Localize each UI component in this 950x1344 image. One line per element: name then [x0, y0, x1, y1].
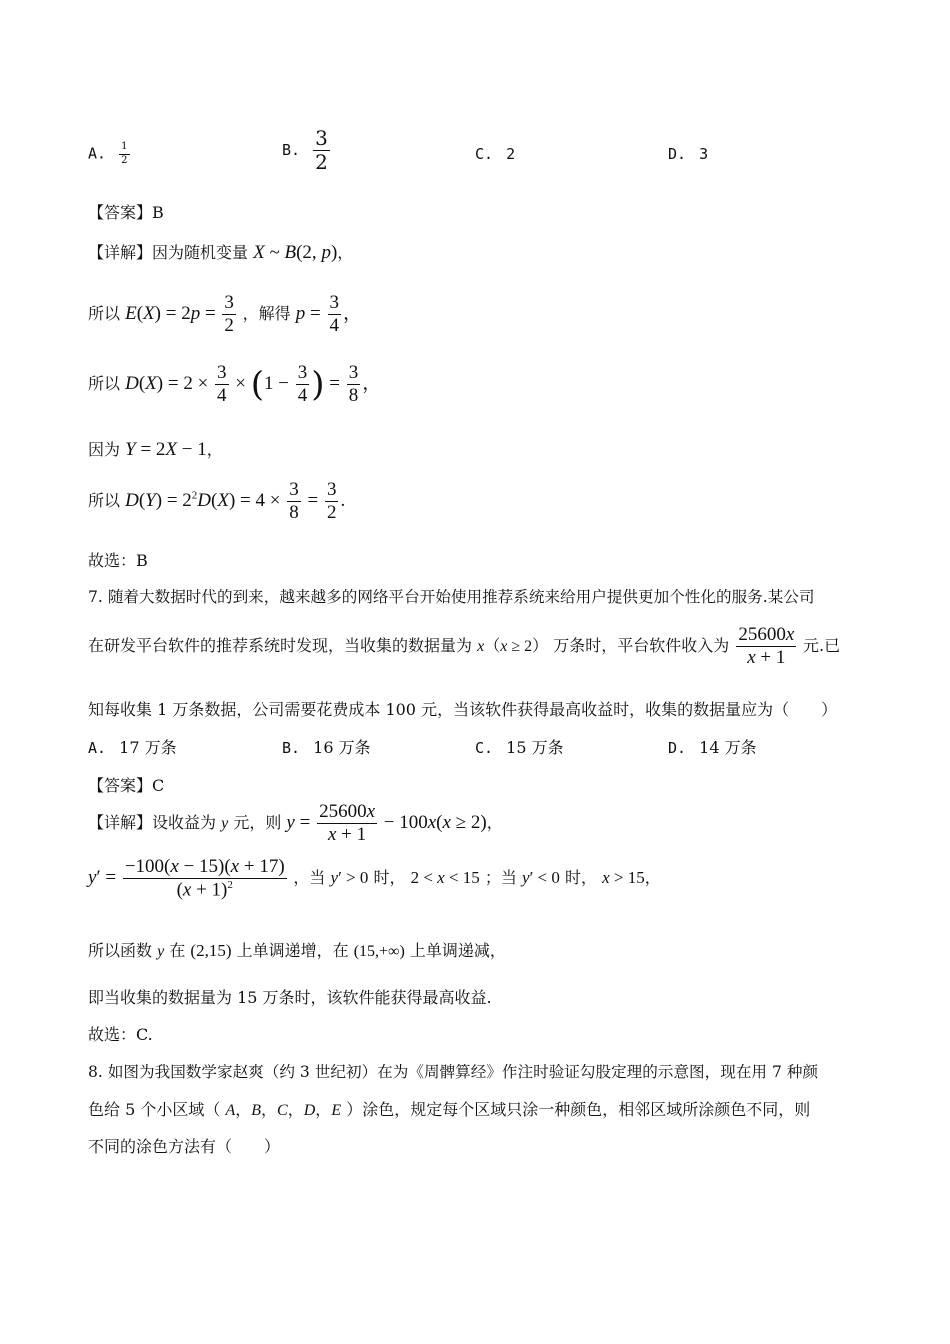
q6-option-d	[668, 144, 708, 163]
option-label: C.	[475, 145, 494, 163]
q6-option-c	[475, 144, 515, 163]
math-expression: y	[157, 943, 165, 960]
math-expression: y	[221, 814, 229, 832]
q6-expectation-line: 所以 E(X) = 2p = $\frac{3}{2}$ ，解得 p = $\frac{3}{4}$ ，	[88, 292, 363, 336]
q7-detail-line: 【详解】设收益为 y 元，则 y = $\frac{25600x}{x + 1}$ − 100x(x ≥ 2)，	[88, 801, 503, 845]
q6-dy-line: 所以 $D(Y) = 2^2D(X) = 4$ × $\frac{3}{8}$ = $\frac{3}{2}$ .	[88, 479, 346, 523]
math-expression: (15,+∞)	[353, 943, 405, 960]
q6-detail-line: 【详解】因为随机变量 X ~ B(2, p)，	[88, 242, 354, 263]
q7-stem-line3: 知每收集 1 万条数据，公司需要花费成本 100 元，当该软件获得最高收益时，收集的数据量应为（ ）	[88, 700, 838, 719]
q6-answer: 【答案】B	[88, 203, 164, 222]
q6-option-a	[88, 142, 132, 166]
math-expression: x > 15	[602, 867, 645, 887]
math-expression: $\frac{25600x}{x + 1}$	[738, 624, 795, 668]
fraction: $\frac{3}{2}$	[315, 126, 328, 174]
option-value: 2	[506, 145, 516, 163]
math-expression: $D(Y) = 2^2D(X) = 4$ × $\frac{3}{8}$ = $\frac{3}{2}$ .	[125, 479, 346, 523]
q7-option-d: D. 14 万条	[668, 738, 757, 757]
q7-option-c: C. 15 万条	[475, 738, 564, 757]
math-expression: p = $\frac{3}{4}$ ，	[295, 292, 363, 336]
option-label: B.	[282, 141, 301, 159]
q6-y-definition: 因为 Y = 2X − 1，	[88, 439, 223, 460]
q7-option-a: A. 17 万条	[88, 738, 177, 757]
math-expression: y′ > 0	[330, 867, 369, 887]
q7-summary: 即当收集的数据量为 15 万条时，该软件能获得最高收益.	[88, 988, 492, 1007]
math-expression: x（x ≥ 2）	[477, 637, 549, 655]
option-value: 3	[699, 145, 709, 163]
q7-option-b: B. 16 万条	[282, 738, 371, 757]
math-expression: X ~ B(2, p)	[253, 242, 338, 263]
math-expression: 2 < x < 15	[410, 867, 480, 887]
q8-stem-line2: 色给 5 个小区域（ A，B，C，D，E ）涂色，规定每个区域只涂一种颜色，相邻区域所涂颜色不同，则	[88, 1100, 811, 1119]
math-expression: E(X) = 2p = $\frac{3}{2}$	[125, 292, 234, 336]
q7-stem-line2: 在研发平台软件的推荐系统时发现，当收集的数据量为 x（x ≥ 2） 万条时，平台软件收入为 $\frac{25600x}{x + 1}$ 元.已	[88, 624, 841, 668]
q7-conclusion: 故选：C.	[88, 1025, 153, 1044]
math-expression: (2,15)	[190, 941, 232, 960]
math-expression: y = $\frac{25600x}{x + 1}$ − 100x(x ≥ 2)	[286, 801, 487, 845]
q6-variance-line: 所以 D(X) = 2 × $\frac{3}{4}$ × (1 − $\frac{3}{4}$ ) = $\frac{3}{8}$ ，	[88, 362, 382, 406]
q8-stem-line1: 8. 如图为我国数学家赵爽（约 3 世纪初）在为《周髀算经》作注时验证勾股定理的示意图，现在用 7 种颜	[88, 1063, 819, 1081]
math-expression: y′ < 0	[522, 867, 560, 887]
q7-derivative-line: y′ = $\frac{-100(x - 15)(x + 17)}{(x + 1)^2}$ ，当 y′ > 0 时， 2 < x < 15 ；当 y′ < 0 时， x > 15，	[88, 856, 661, 901]
q6-option-b	[282, 128, 332, 173]
option-label: D.	[668, 145, 687, 163]
fraction: $\frac{1}{2}$	[121, 141, 128, 166]
option-label: A.	[88, 144, 107, 163]
math-expression: A，B，C，D，E	[225, 1102, 342, 1119]
q6-conclusion: 故选：B	[88, 551, 148, 570]
q8-stem-line3: 不同的涂色方法有（ ）	[88, 1137, 281, 1156]
math-expression: y′ = $\frac{-100(x - 15)(x + 17)}{(x + 1)^2}$	[88, 856, 285, 901]
q7-stem-line1: 7. 随着大数据时代的到来，越来越多的网络平台开始使用推荐系统来给用户提供更加个性化的服务.某公司	[88, 588, 815, 606]
q7-monotonic-line: 所以函数 y 在 (2,15) 上单调递增，在 (15,+∞) 上单调递减，	[88, 941, 506, 960]
q7-answer: 【答案】C	[88, 776, 165, 795]
math-expression: D(X) = 2 × $\frac{3}{4}$ × (1 − $\frac{3}{4}$ ) = $\frac{3}{8}$ ，	[125, 362, 382, 406]
math-expression: Y = 2X − 1	[125, 439, 207, 460]
